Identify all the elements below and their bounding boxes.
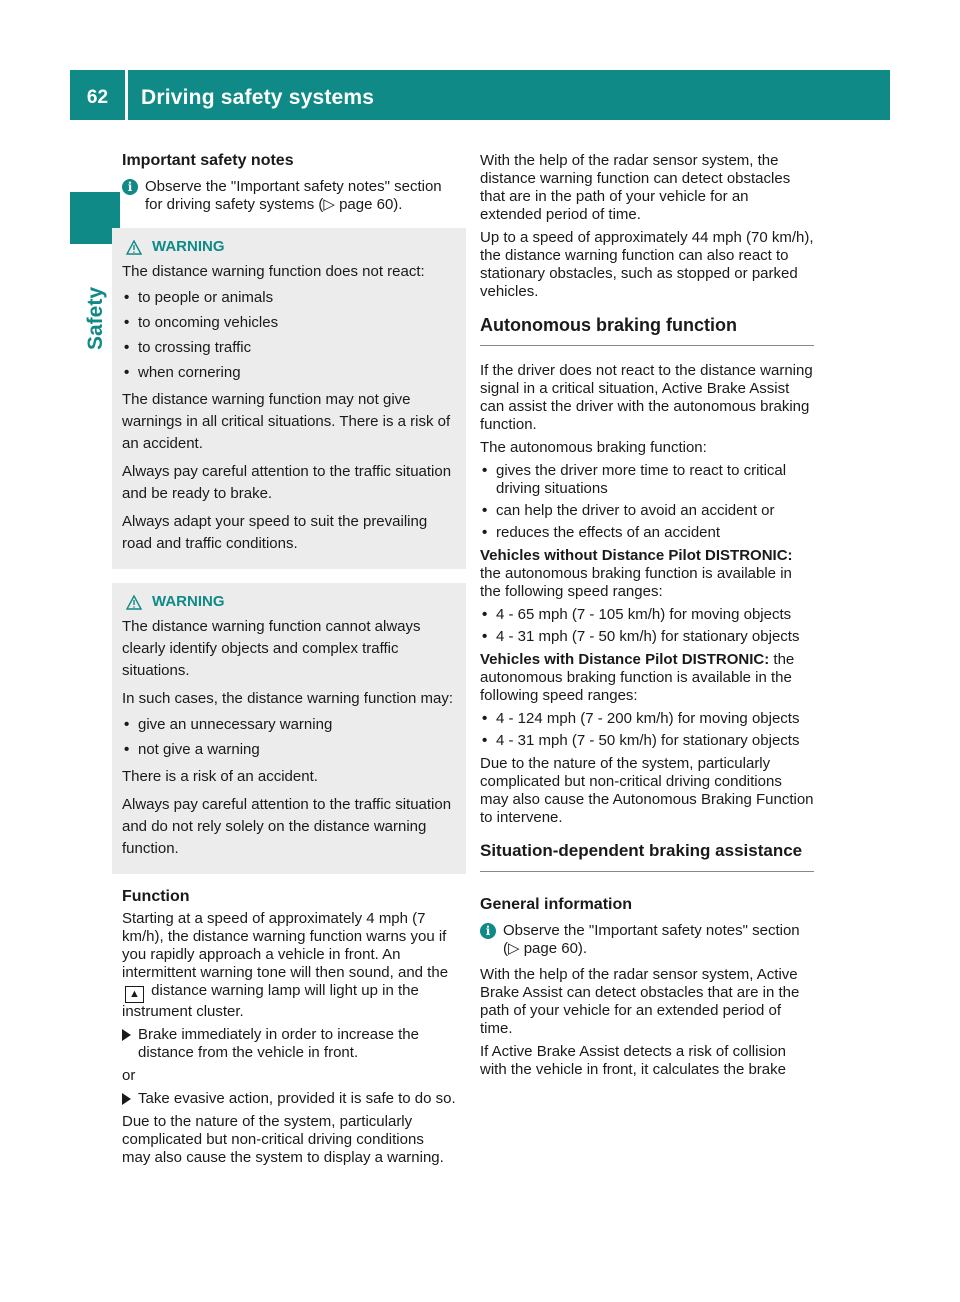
warning-text: There is a risk of an accident. — [122, 768, 318, 785]
action-item: Take evasive action, provided it is safe to do so. — [122, 1090, 456, 1108]
warning-list — [122, 716, 456, 759]
body-paragraph: If Active Brake Assist detects a risk of collision with the vehicle in front, it calculates the brake — [480, 1043, 786, 1078]
body-paragraph: With the help of the radar sensor system, the distance warning function can detect obstacles that are in the path of your vehicle for an extended period of time. — [480, 152, 791, 223]
body-paragraph: Vehicles without Distance Pilot DISTRONIC: the autonomous braking function is available in the following speed ranges: — [480, 547, 793, 600]
speed-range-list — [480, 710, 814, 750]
list-item: • to crossing traffic — [124, 339, 252, 356]
section-heading-autonomous: Autonomous braking function — [480, 314, 814, 346]
warning-text: Always pay careful attention to the traffic situation and be ready to brake. — [122, 463, 452, 502]
warning-triangle-icon — [126, 595, 142, 610]
body-paragraph: Up to a speed of approximately 44 mph (70 km/h), the distance warning function can also react to stationary obstacles, such as stopped or parked vehicles. — [480, 229, 814, 300]
list-item: • 4 - 31 mph (7 - 50 km/h) for stationary objects — [482, 628, 800, 645]
info-icon: i — [480, 923, 496, 939]
list-item: • give an unnecessary warning — [124, 716, 333, 733]
action-list — [122, 1026, 456, 1062]
left-column — [122, 152, 456, 1172]
section-heading-situation: Situation-dependent braking assistance — [480, 840, 814, 872]
or-text: or — [122, 1067, 136, 1084]
list-item: • not give a warning — [124, 741, 260, 758]
autonomous-list — [480, 462, 814, 542]
warning-box-1 — [112, 228, 466, 569]
section-heading-safety-notes: Important safety notes — [122, 152, 294, 169]
info-note-text: Observe the "Important safety notes" section for driving safety systems (▷ page 60). — [145, 178, 442, 213]
body-paragraph: Due to the nature of the system, particularly complicated but non-critical driving conditions may also cause the Autonomous Braking Function to intervene. — [480, 755, 814, 826]
body-paragraph: The autonomous braking function: — [480, 439, 707, 456]
list-item: • 4 - 65 mph (7 - 105 km/h) for moving objects — [482, 606, 792, 623]
page-number: 62 — [86, 87, 109, 108]
warning-text: The distance warning function cannot always clearly identify objects and complex traffic situations. — [122, 618, 421, 679]
list-item: • to people or animals — [124, 289, 274, 306]
list-item: • 4 - 31 mph (7 - 50 km/h) for stationary objects — [482, 732, 800, 749]
warning-triangle-icon — [126, 240, 142, 255]
distance-warning-lamp-icon: ▲ — [125, 986, 144, 1003]
warning-header — [122, 593, 456, 611]
warning-header — [122, 238, 456, 256]
list-item: • when cornering — [124, 364, 241, 381]
speed-range-list — [480, 606, 814, 646]
info-note — [480, 922, 814, 958]
warning-text: The distance warning function may not give warnings in all critical situations. There is a risk of an accident. — [122, 391, 451, 452]
warning-list — [122, 289, 456, 382]
chapter-title: Driving safety systems — [141, 86, 375, 109]
info-note-text: Observe the "Important safety notes" section (▷ page 60). — [503, 922, 800, 957]
section-heading-general: General information — [480, 896, 633, 913]
info-note — [122, 178, 456, 214]
right-column — [480, 152, 814, 1084]
list-item: • can help the driver to avoid an accident or — [482, 502, 775, 519]
body-paragraph: With the help of the radar sensor system, Active Brake Assist can detect obstacles that are in the path of your vehicle for an extended period of time. — [480, 966, 800, 1037]
warning-label: WARNING — [152, 593, 225, 610]
action-list — [122, 1090, 456, 1108]
info-icon: i — [122, 179, 138, 195]
function-paragraph: Starting at a speed of approximately 4 mph (7 km/h), the distance warning function warns you if you rapidly approach a vehicle in front. An intermittent warning tone will then sound, and the ▲ distance warning lamp will light up in the instrument cluster. — [122, 910, 449, 1020]
warning-text: In such cases, the distance warning function may: — [122, 690, 454, 707]
warning-text: Always adapt your speed to suit the prevailing road and traffic conditions. — [122, 513, 428, 552]
body-paragraph: If the driver does not react to the distance warning signal in a critical situation, Active Brake Assist can assist the driver with the autonomous braking function. — [480, 362, 813, 433]
list-item: • gives the driver more time to react to critical driving situations — [482, 462, 787, 497]
section-heading-function: Function — [122, 888, 190, 905]
warning-box-2 — [112, 583, 466, 874]
action-item: Brake immediately in order to increase the distance from the vehicle in front. — [122, 1026, 456, 1062]
list-item: • 4 - 124 mph (7 - 200 km/h) for moving objects — [482, 710, 800, 727]
warning-label: WARNING — [152, 238, 225, 255]
function-paragraph: Due to the nature of the system, particularly complicated but non-critical driving conditions may also cause the system to display a warning. — [122, 1113, 444, 1166]
header-divider — [125, 70, 128, 120]
list-item: • to oncoming vehicles — [124, 314, 279, 331]
body-paragraph: Vehicles with Distance Pilot DISTRONIC: the autonomous braking function is available in the following speed ranges: — [480, 651, 795, 704]
list-item: • reduces the effects of an accident — [482, 524, 721, 541]
side-tab-label: Safety — [84, 286, 107, 350]
warning-text: Always pay careful attention to the traffic situation and do not rely solely on the distance warning function. — [122, 796, 452, 857]
warning-intro: The distance warning function does not react: — [122, 263, 425, 280]
